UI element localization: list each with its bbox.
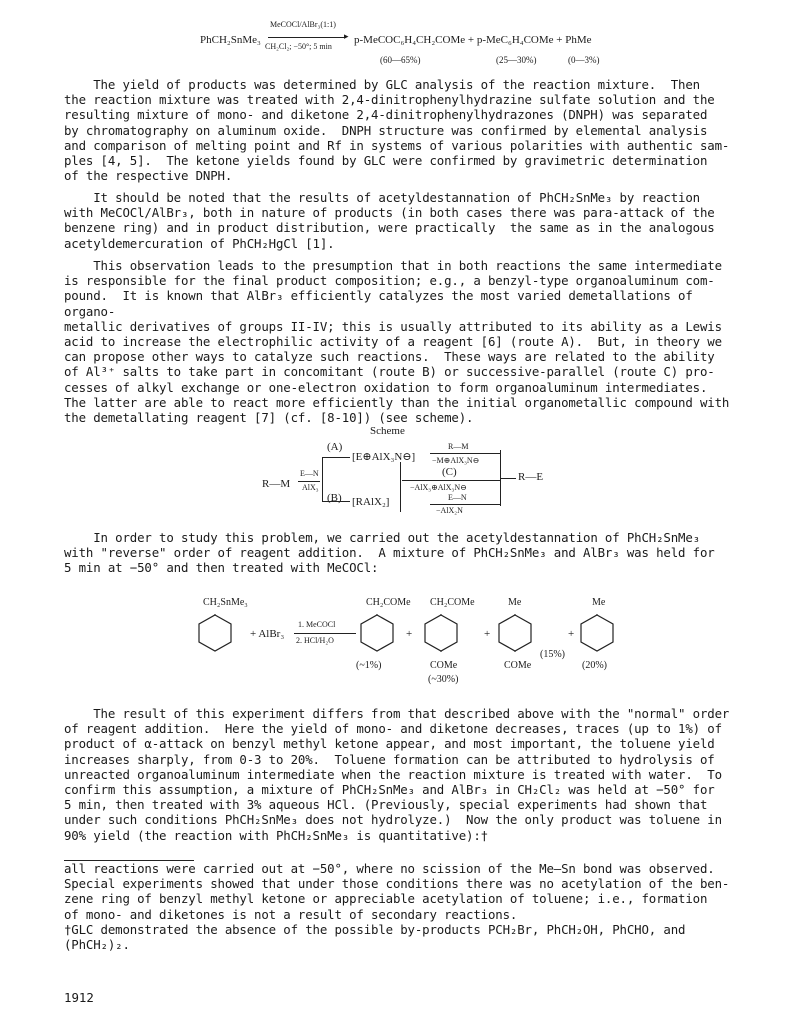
plus-3: + bbox=[568, 628, 575, 640]
yield-1: (60—65%) bbox=[380, 55, 421, 65]
route-c-label: (C) bbox=[442, 466, 457, 478]
route-c-sub: −AlX₃⊕AlX₃N⊖ bbox=[410, 483, 467, 492]
reactant-label: PhCH₂SnMe₃ bbox=[200, 34, 261, 46]
prod3-yield: (15%) bbox=[540, 649, 565, 660]
route-b-sub: −AlX₂N bbox=[436, 506, 463, 515]
route-a-sub: −M⊕AlX₃N⊖ bbox=[432, 456, 480, 465]
route-c-vertical bbox=[400, 462, 401, 512]
paragraph-1: The yield of products was determined by GLC analysis of the reaction mixture. Then the reaction mixture was treated with 2,4-dinitrophenylhydrazine sulfate solution and the resulting mixture of mono- and diketone 2,4-dinitrophenylhydrazones (DNPH) was separated by chromatography on aluminum oxide. DNPH structure was confirmed by elemental analysis and comparison of melting point and Rf in systems of various polarities with authentic sam- ples [4, 5]. The ketone yields found by GLC were confirmed by gravimetric determination of the respective DNPH. bbox=[64, 77, 730, 184]
ion-pair-label: [E⊕AlX₃N⊖] bbox=[352, 451, 416, 463]
ralx2-label: [RAlX₂] bbox=[352, 496, 390, 508]
route-a-rm: R—M bbox=[448, 442, 469, 451]
route-b-arrow-2 bbox=[430, 504, 500, 505]
footnote-2: †GLC demonstrated the absence of the possible by-products PCH₂Br, PhCH₂OH, PhCHO, and (PhCH₂)₂. bbox=[64, 922, 686, 953]
prod3-bottom: COMe bbox=[504, 660, 532, 671]
arrow-head: ▸ bbox=[344, 31, 349, 41]
benzene-ring-prod4 bbox=[580, 614, 614, 652]
products-label: p-MeCOC₆H₄CH₂COMe + p-MeC₆H₄COMe + PhMe bbox=[354, 34, 592, 46]
yield-2: (25—30%) bbox=[496, 55, 537, 65]
benzene-ring-prod3 bbox=[498, 614, 532, 652]
footnote-1: all reactions were carried out at −50°, where no scission of the Me—Sn bond was observed. Special experiments showed that under those conditions there was no acetylation of the ben- zene ring of benzyl methyl ketone or appreciable acetylation of toluene; i.e., formation of mono- and diketones is not a result of secondary reactions. bbox=[64, 861, 730, 922]
scheme-en-top: E—N bbox=[300, 469, 319, 478]
scheme-title: Scheme bbox=[370, 425, 405, 437]
route-a-label: (A) bbox=[327, 441, 343, 453]
benzene-ring-reactant bbox=[198, 614, 232, 652]
paragraph-2: It should be noted that the results of acetyldestannation of PhCH₂SnMe₃ by reaction with MeCOCl/AlBr₃, both in nature of products (in both cases there was para-attack of the benzene ring) and in product distribution, were practically the same as in the analogous acetyldemercuration of PhCH₂HgCl [1]. bbox=[64, 190, 715, 251]
prod4-yield: (20%) bbox=[582, 660, 607, 671]
scheme-alx3: AlX₃ bbox=[302, 483, 319, 492]
scheme-arrow-left bbox=[298, 481, 320, 482]
page-number: 1912 bbox=[64, 990, 94, 1005]
route-a-arrow-2 bbox=[430, 453, 500, 454]
reaction2-arrow bbox=[294, 633, 356, 634]
plus-1: + bbox=[406, 628, 413, 640]
reagent-bottom-label: CH₂Cl₂; −50°; 5 min bbox=[265, 42, 332, 51]
plus-albr3: + AlBr₃ bbox=[250, 628, 285, 640]
scheme-final-arrow bbox=[500, 478, 516, 479]
route-b-label: (B) bbox=[327, 492, 342, 504]
benzene-ring-prod2 bbox=[424, 614, 458, 652]
plus-2: + bbox=[484, 628, 491, 640]
benzene-ring-prod1 bbox=[360, 614, 394, 652]
route-b-en: E—N bbox=[448, 493, 467, 502]
yield-3: (0—3%) bbox=[568, 55, 600, 65]
scheme-rm-left: R—M bbox=[262, 478, 291, 490]
paragraph-3: This observation leads to the presumption that in both reactions the same intermediate is responsible for the final product composition; e.g., a benzyl-type organoaluminum com- pound. It is known that AlBr₃ efficiently catalyzes the most varied demetallations of organo- metallic derivatives of groups II-IV; this is usually attributed to its ability as a Lewis acid to increase the electrophilic activity of a reagent [6] (route A). But, in theory we can propose other ways to catalyze such reactions. These ways are related to the ability of Al³⁺ salts to take part in concomitant (route B) or successive-parallel (route C) pro- cesses of alkyl exchange or one-electron oxidation to form organoaluminum intermediates. The latter are able to react more efficiently than the initial organometallic compound with the demetallating reagent [7] (cf. [8-10]) (see scheme). bbox=[64, 258, 730, 426]
prod2-top: CH₂COMe bbox=[430, 597, 475, 608]
prod1-top: CH₂COMe bbox=[366, 597, 411, 608]
reactant2-label: CH₂SnMe₃ bbox=[203, 597, 248, 608]
prod2-yield: (~30%) bbox=[428, 674, 459, 685]
reaction-arrow bbox=[268, 37, 346, 38]
scheme-left-bracket bbox=[322, 457, 323, 501]
paragraph-5: The result of this experiment differs from that described above with the "normal" order of reagent addition. Here the yield of mono- and diketone decreases, traces (up to 1%) of product of α-attack on benzyl methyl ketone appear, and most important, the toluene yield increases sharply, from 0-3 to 20%. Toluene formation can be attributed to hydrolysis of unreacted organoaluminum intermediate when the reaction mixture is treated with water. To confirm this assumption, a mixture of PhCH₂SnMe₃ and AlBr₃ in CH₂Cl₂ was held at −50° for 5 min, then treated with 3% aqueous HCl. (Previously, special experiments had shown that under such conditions PhCH₂SnMe₃ does not hydrolyze.) Now the only product was toluene in 90% yield (the reaction with PhCH₂SnMe₃ is quantitative):† bbox=[64, 706, 730, 843]
route-a-arrow bbox=[322, 457, 350, 458]
re-label: R—E bbox=[518, 471, 544, 483]
paragraph-4: In order to study this problem, we carried out the acetyldestannation of PhCH₂SnMe₃ with "reverse" order of reagent addition. A mixture of PhCH₂SnMe₃ and AlBr₃ was held for 5 min at −50° and then treated with MeCOCl: bbox=[64, 530, 715, 576]
prod4-top: Me bbox=[592, 597, 606, 608]
route-c-arrow bbox=[402, 480, 500, 481]
route-b-arrow bbox=[322, 501, 350, 502]
cond-2: 2. HCl/H₂O bbox=[296, 636, 334, 645]
prod1-yield: (~1%) bbox=[356, 660, 382, 671]
prod2-bottom: COMe bbox=[430, 660, 458, 671]
reagent-top-label: MeCOCl/AlBr₃(1:1) bbox=[270, 20, 336, 29]
prod3-top: Me bbox=[508, 597, 522, 608]
cond-1: 1. MeCOCl bbox=[298, 620, 336, 629]
